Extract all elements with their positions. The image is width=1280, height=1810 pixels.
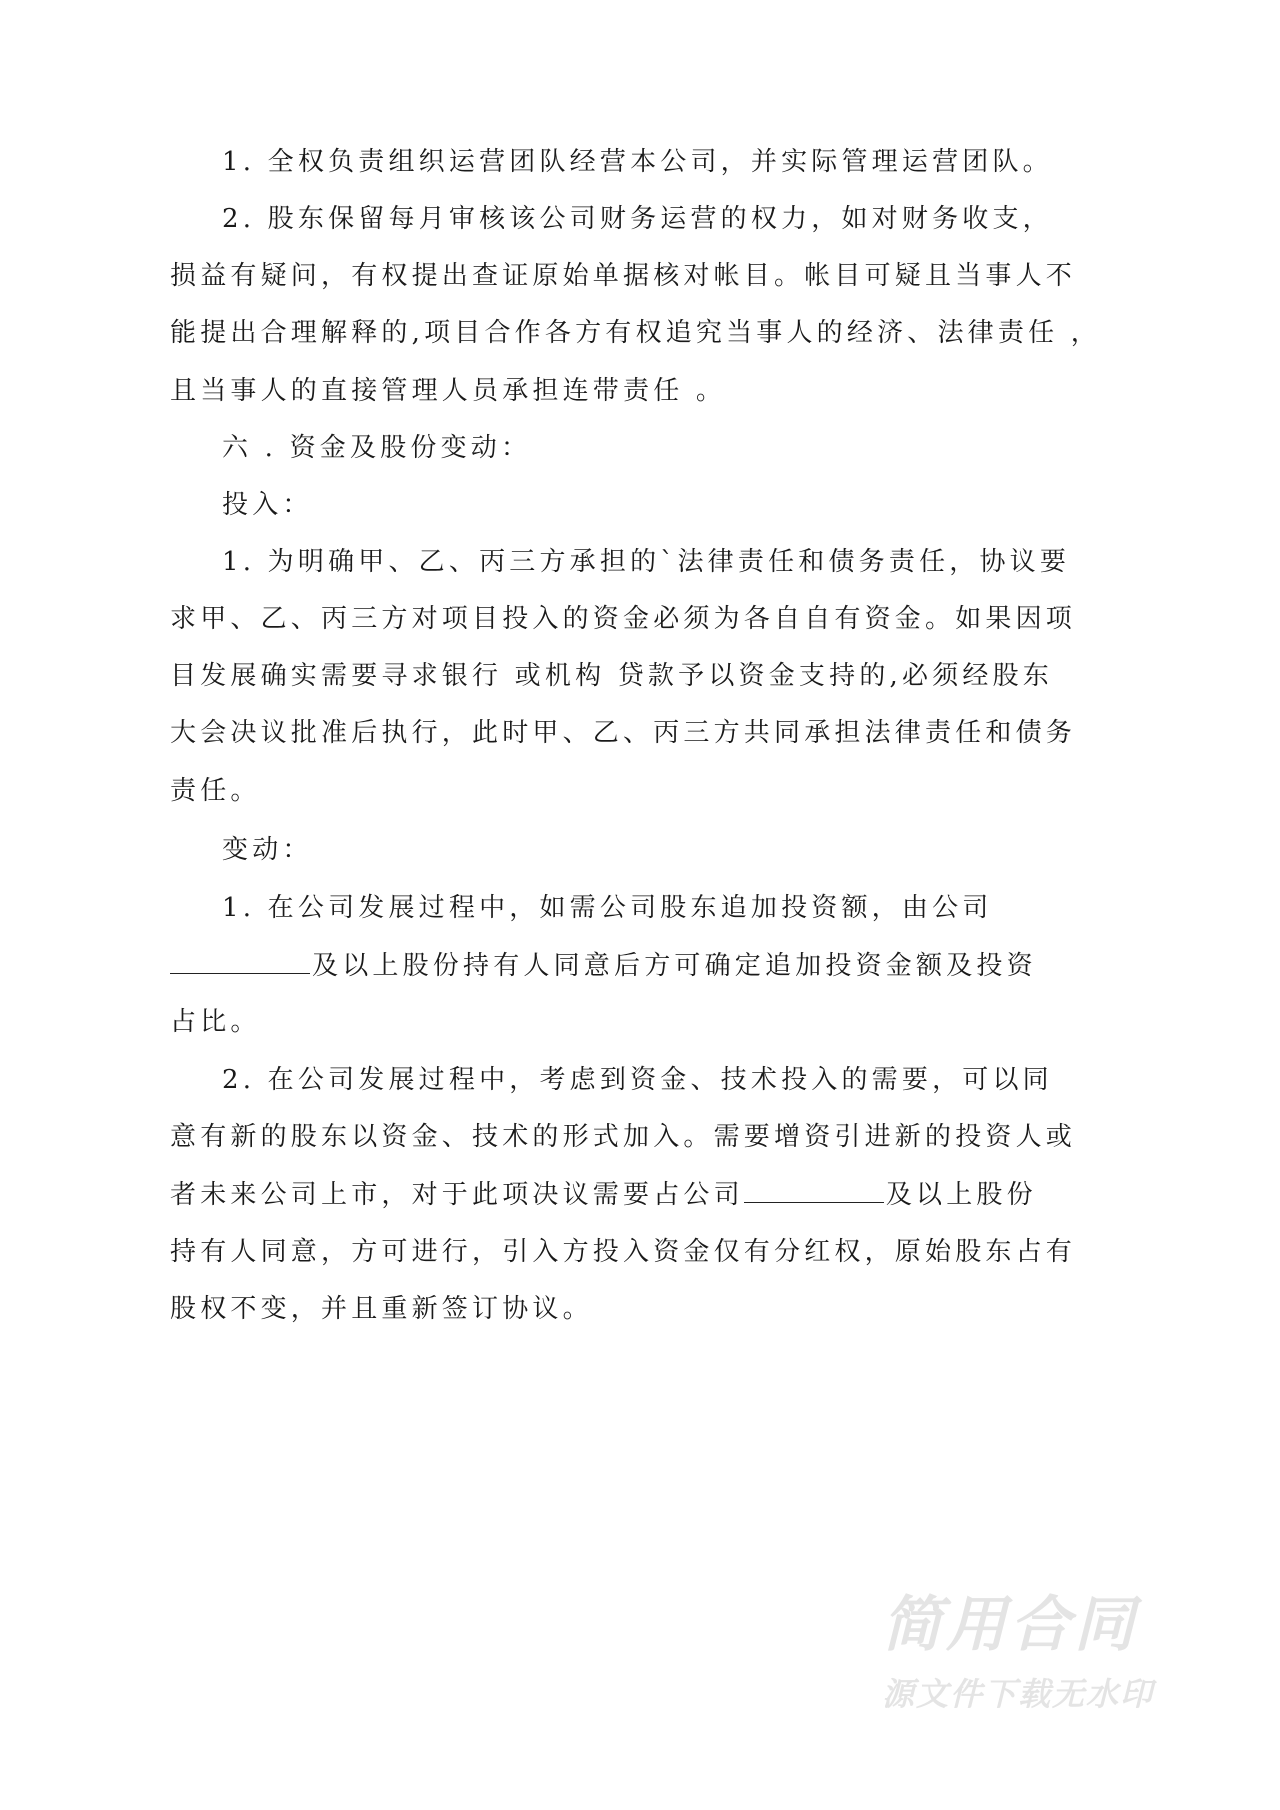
text-line-17: 2. 在公司发展过程中，考虑到资金、技术投入的需要，可以同 [222, 1065, 1053, 1095]
text-after-blank-1: 及以上股份持有人同意后方可确定追加投资金额及投资 [312, 951, 1037, 981]
text-line-1: 1. 全权负责组织运营团队经营本公司，并实际管理运营团队。 [222, 147, 1053, 177]
text-line-4: 能提出合理解释的,项目合作各方有权追究当事人的经济、法律责任 ， [170, 318, 1101, 348]
section-heading-six: 六 . 资金及股份变动： [222, 433, 532, 463]
text-line-3: 损益有疑问，有权提出查证原始单据核对帐目。帐目可疑且当事人不 [170, 261, 1077, 291]
text-line-10: 目发展确实需要寻求银行 或机构 贷款予以资金支持的,必须经股东 [170, 661, 1053, 691]
text-line-20: 持有人同意，方可进行，引入方投入资金仅有分红权，原始股东占有 [170, 1237, 1077, 1267]
text-line-19 [170, 1174, 1037, 1214]
fill-in-blank-1[interactable] [170, 945, 310, 974]
text-line-9: 求甲、乙、丙三方对项目投入的资金必须为各自自有资金。如果因项 [170, 604, 1077, 634]
subheading-investment: 投入： [222, 490, 313, 520]
text-after-blank-2: 及以上股份 [885, 1180, 1037, 1210]
text-line-12: 责任。 [170, 776, 261, 806]
watermark-subtitle: 源文件下载无水印 [882, 1675, 1155, 1713]
subheading-changes: 变动： [222, 835, 313, 865]
text-line-2: 2. 股东保留每月审核该公司财务运营的权力，如对财务收支， [222, 204, 1053, 234]
watermark-title: 简用合同 [882, 1590, 1138, 1660]
text-line-14: 1. 在公司发展过程中，如需公司股东追加投资额，由公司 [222, 893, 993, 923]
watermark [882, 1590, 1182, 1716]
text-line-11: 大会决议批准后执行，此时甲、乙、丙三方共同承担法律责任和债务 [170, 718, 1077, 748]
text-line-8: 1. 为明确甲、乙、丙三方承担的`法律责任和债务责任，协议要 [222, 547, 1071, 577]
text-line-21: 股权不变，并且重新签订协议。 [170, 1294, 593, 1324]
text-line-16: 占比。 [170, 1007, 261, 1037]
text-line-15 [170, 945, 1037, 985]
text-before-blank-2: 者未来公司上市，对于此项决议需要占公司 [170, 1180, 744, 1210]
text-line-18: 意有新的股东以资金、技术的形式加入。需要增资引进新的投资人或 [170, 1122, 1077, 1152]
fill-in-blank-2[interactable] [744, 1174, 884, 1203]
text-line-5: 且当事人的直接管理人员承担连带责任 。 [170, 376, 727, 406]
